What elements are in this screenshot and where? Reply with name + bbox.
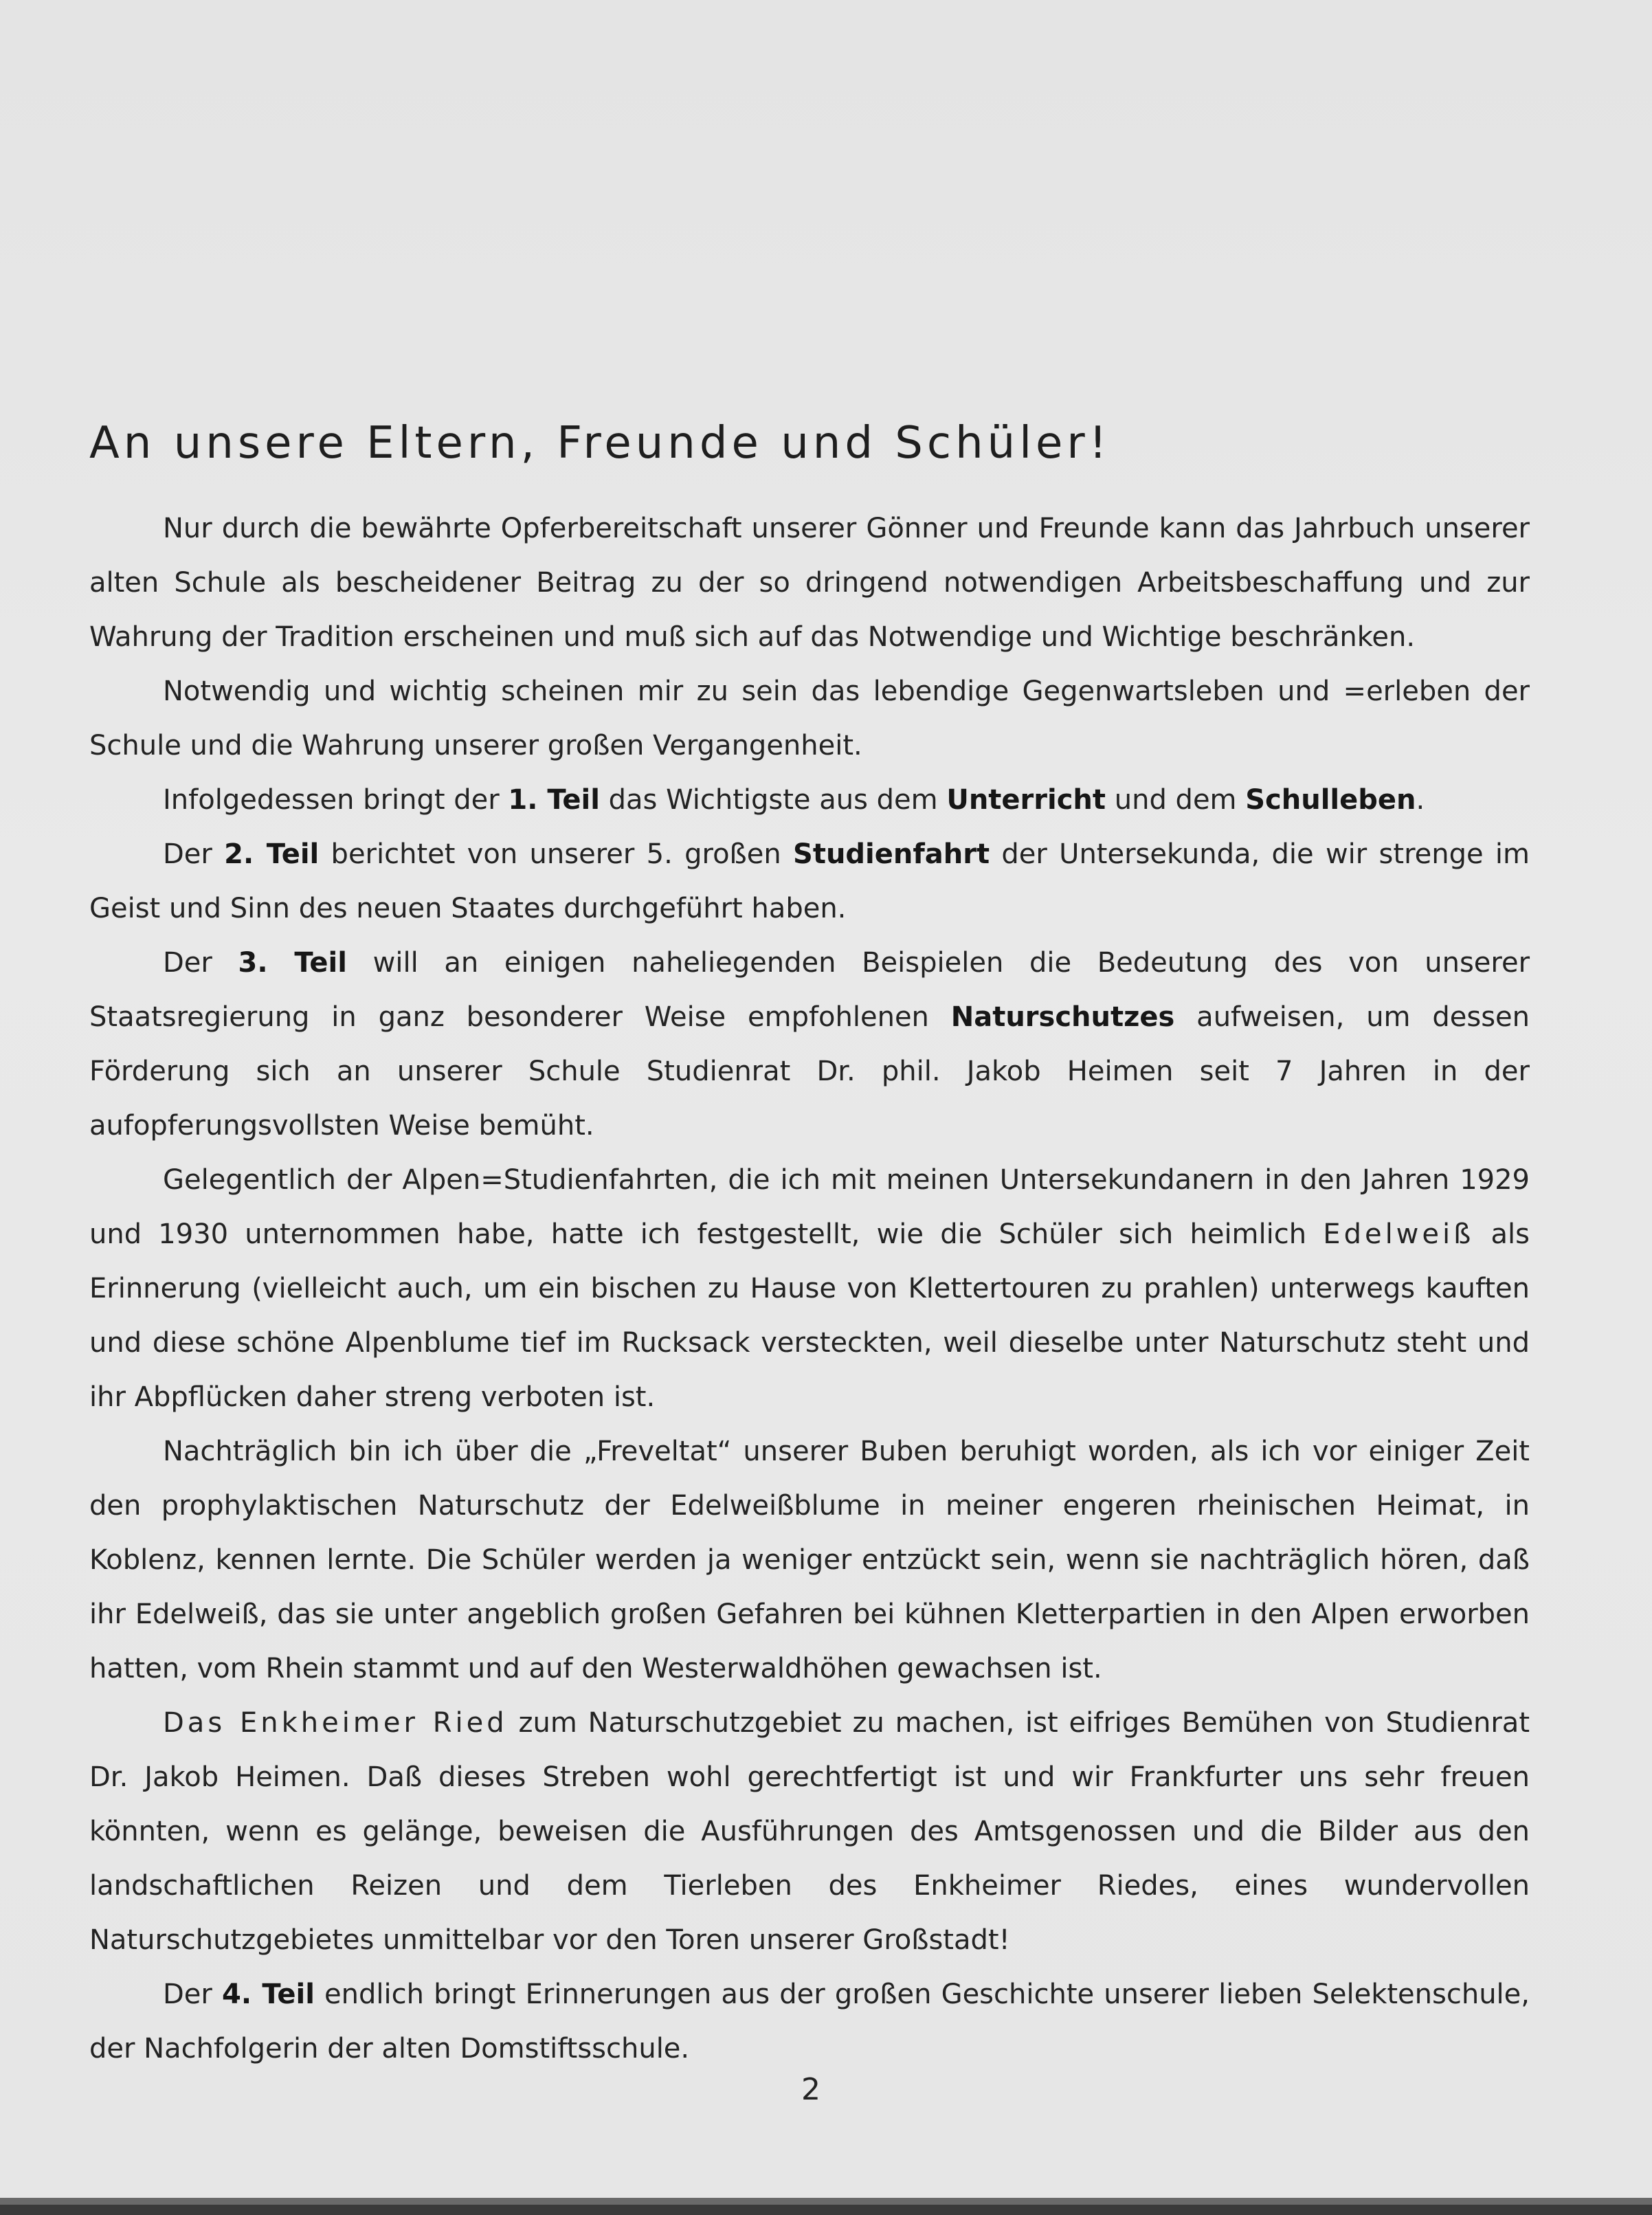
text-run: will an einigen naheliegenden Beispielen die Bedeutung des von unserer Staatsregierung in ganz besonderer Weise empfohlenen — [89, 947, 1530, 1033]
paragraph-notwendig — [89, 665, 1530, 773]
text-run: aufweisen, um dessen Förderung sich an unserer Schule Studienrat Dr. phil. Jakob Heimen seit 7 Jahren in der aufopferungsvollsten Weise bemüht. — [89, 1001, 1530, 1142]
paragraph-opferbereitschaft — [89, 502, 1530, 665]
bold-run: 2. Teil — [224, 838, 320, 870]
paragraph-teil-2 — [89, 827, 1530, 936]
text-run: Der — [163, 947, 238, 979]
paragraph-alpen-studienfahrten — [89, 1153, 1530, 1425]
bold-run: 1. Teil — [508, 784, 600, 816]
text-run: als Erinnerung (vielleicht auch, um ein bischen zu Hause von Klettertouren zu prahlen) unterwegs kauften und diese schöne Alpenblume tief im Rucksack versteckten, weil dieselbe unter Naturschutz steht und ihr Abpflücken daher streng verboten ist. — [89, 1218, 1530, 1413]
text-run: . — [1416, 784, 1425, 816]
paragraph-teil-1 — [89, 773, 1530, 827]
spaced-run: Das Enkheimer Ried — [163, 1707, 508, 1739]
bold-run: 3. Teil — [238, 947, 347, 979]
paragraph-enkheimer-ried — [89, 1696, 1530, 1968]
text-run: zum Naturschutzgebiet zu machen, ist eifriges Bemühen von Studienrat Dr. Jakob Heimen. Daß dieses Streben wohl gerechtfertigt ist und wir Frankfurter uns sehr freuen könnten, wenn es gelänge, beweisen die Ausführungen des Amtsgenossen und die Bilder aus den landschaftlichen Reizen und dem Tierleben des Enkheimer Riedes, eines wundervollen Naturschutzgebietes unmittelbar vor den Toren unserer Großstadt! — [89, 1707, 1530, 1956]
paragraph-teil-4 — [89, 1968, 1530, 2076]
paragraph-text: Nur durch die bewährte Opferbereitschaft unserer Gönner und Freunde kann das Jahrbuch unserer alten Schule als bescheidener Beitrag zu der so dringend notwendigen Arbeitsbeschaffung und zur Wahrung der Tradition erscheinen und muß sich auf das Notwendige und Wichtige beschränken. — [89, 513, 1530, 653]
text-run: berichtet von unserer 5. großen — [319, 838, 794, 870]
text-run: endlich bringt Erinnerungen aus der großen Geschichte unserer lieben Selektenschule, der Nachfolgerin der alten Domstiftsschule. — [89, 1979, 1530, 2064]
bold-run: Unterricht — [946, 784, 1106, 816]
text-run: Der — [163, 1979, 222, 2010]
bold-run: Studienfahrt — [793, 838, 990, 870]
bold-run: Naturschutzes — [950, 1001, 1175, 1033]
bottom-border — [0, 2198, 1652, 2205]
text-run: Gelegentlich der Alpen=Studienfahrten, die ich mit meinen Untersekundanern in den Jahren 1929 und 1930 unternommen habe, hatte ich festgestellt, wie die Schüler sich heimlich — [89, 1164, 1530, 1250]
page-title: An unsere Eltern, Freunde und Schüler! — [89, 418, 1111, 469]
text-run: Der — [163, 838, 225, 870]
text-run: der Untersekunda, die wir strenge im Geist und Sinn des neuen Staates durchgeführt haben. — [89, 838, 1530, 924]
text-run: und dem — [1106, 784, 1246, 816]
paragraph-freveltat — [89, 1425, 1530, 1696]
bold-run: 4. Teil — [222, 1979, 315, 2010]
text-run: Infolgedessen bringt der — [163, 784, 509, 816]
bold-run: Schulleben — [1245, 784, 1416, 816]
paragraph-text: Nachträglich bin ich über die „Freveltat“ unserer Buben beruhigt worden, als ich vor einiger Zeit den prophylaktischen Naturschutz der Edelweißblume in meiner engeren rheinischen Heimat, in Koblenz, kennen lernte. Die Schüler werden ja weniger entzückt sein, wenn sie nachträglich hören, daß ihr Edelweiß, das sie unter angeblich großen Gefahren bei kühnen Kletterpartien in den Alpen erworben hatten, vom Rhein stammt und auf den Westerwaldhöhen gewachsen ist. — [89, 1436, 1530, 1684]
spaced-run: Edelweiß — [1323, 1218, 1475, 1250]
paragraph-text: Notwendig und wichtig scheinen mir zu sein das lebendige Gegenwartsleben und =erleben der Schule und die Wahrung unserer großen Vergangenheit. — [89, 676, 1530, 761]
paragraph-teil-3 — [89, 936, 1530, 1153]
letter-body — [89, 412, 1530, 2076]
text-run: das Wichtigste aus dem — [599, 784, 947, 816]
page-number: 2 — [801, 2072, 821, 2107]
page-edge-shadow — [0, 2205, 1652, 2215]
